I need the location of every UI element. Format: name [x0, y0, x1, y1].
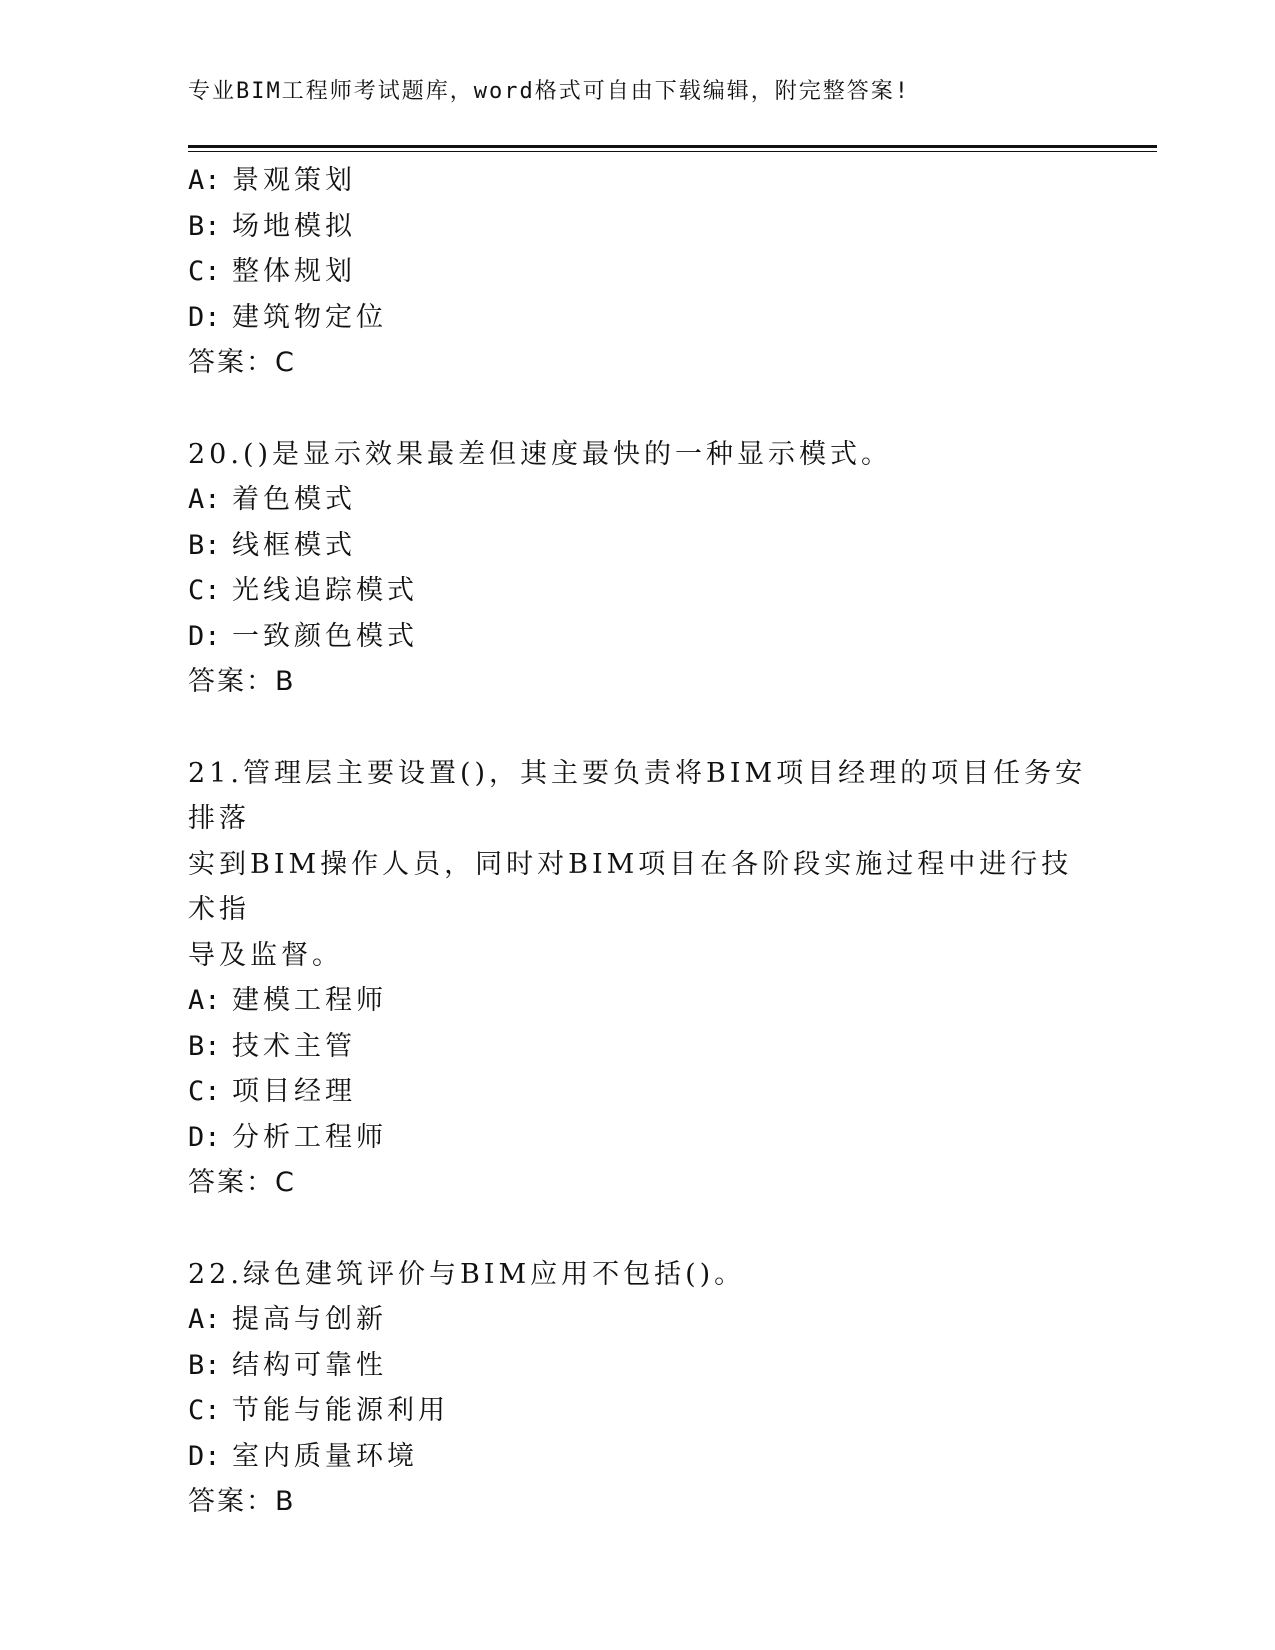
option-text: 线框模式	[232, 529, 356, 561]
option-letter: B:	[188, 210, 221, 242]
option-d	[188, 614, 1088, 660]
option-letter: B:	[188, 1030, 221, 1062]
option-text: 技术主管	[232, 1030, 356, 1062]
option-text: 整体规划	[232, 256, 356, 287]
question-stem-line-3: 导及监督。	[188, 939, 343, 971]
option-c	[188, 568, 1088, 614]
spacer	[188, 386, 1088, 432]
option-text: 建模工程师	[232, 985, 387, 1016]
option-text: 光线追踪模式	[232, 575, 418, 606]
option-letter: C:	[188, 1395, 221, 1426]
option-letter: A:	[188, 484, 221, 515]
option-text: 景观策划	[232, 165, 356, 196]
page-header-note: 专业BIM工程师考试题库，word格式可自由下载编辑，附完整答案!	[188, 79, 910, 104]
option-letter: D:	[188, 1121, 221, 1153]
question-stem-line-2: 实到BIM操作人员，同时对BIM项目在各阶段实施过程中进行技术指	[188, 848, 1073, 925]
option-a	[188, 158, 1088, 204]
header-rule-thick	[188, 145, 1157, 148]
option-letter: C:	[188, 1076, 221, 1107]
question-block-19	[188, 158, 1088, 386]
option-letter: A:	[188, 165, 221, 196]
option-letter: D:	[188, 301, 221, 333]
option-text: 一致颜色模式	[232, 620, 418, 652]
option-a	[188, 1297, 1088, 1343]
question-block-21	[188, 751, 1088, 1206]
option-d	[188, 1115, 1088, 1161]
option-c	[188, 249, 1088, 295]
option-text: 节能与能源利用	[232, 1395, 449, 1426]
option-letter: C:	[188, 256, 221, 287]
answer-line: 答案：C	[188, 347, 296, 378]
question-stem: 20.()是显示效果最差但速度最快的一种显示模式。	[188, 438, 893, 470]
option-c	[188, 1069, 1088, 1115]
option-letter: C:	[188, 575, 221, 606]
option-letter: D:	[188, 620, 221, 652]
option-text: 建筑物定位	[232, 301, 387, 333]
option-c	[188, 1388, 1088, 1434]
option-letter: A:	[188, 985, 221, 1016]
option-b	[188, 1343, 1088, 1389]
option-text: 提高与创新	[232, 1304, 387, 1335]
option-letter: B:	[188, 1349, 221, 1381]
option-text: 室内质量环境	[232, 1440, 418, 1472]
answer-line: 答案：C	[188, 1167, 296, 1198]
question-stem: 22.绿色建筑评价与BIM应用不包括()。	[188, 1258, 746, 1290]
option-text: 分析工程师	[232, 1121, 387, 1153]
option-b	[188, 204, 1088, 250]
question-block-20	[188, 432, 1088, 705]
answer-line: 答案：B	[188, 1486, 296, 1517]
option-b	[188, 523, 1088, 569]
option-text: 结构可靠性	[232, 1349, 387, 1381]
option-letter: B:	[188, 529, 221, 561]
option-a	[188, 978, 1088, 1024]
option-d	[188, 1434, 1088, 1480]
option-b	[188, 1024, 1088, 1070]
option-d	[188, 295, 1088, 341]
option-a	[188, 477, 1088, 523]
option-letter: A:	[188, 1304, 221, 1335]
option-letter: D:	[188, 1440, 221, 1472]
option-text: 场地模拟	[232, 210, 356, 242]
spacer	[188, 1206, 1088, 1252]
option-text: 项目经理	[232, 1076, 356, 1107]
question-list	[188, 158, 1088, 1525]
question-block-22	[188, 1252, 1088, 1525]
question-stem-line-1: 21.管理层主要设置()，其主要负责将BIM项目经理的项目任务安排落	[188, 757, 1087, 834]
spacer	[188, 705, 1088, 751]
answer-line: 答案：B	[188, 666, 296, 697]
header-rule-thin	[188, 151, 1157, 152]
option-text: 着色模式	[232, 484, 356, 515]
